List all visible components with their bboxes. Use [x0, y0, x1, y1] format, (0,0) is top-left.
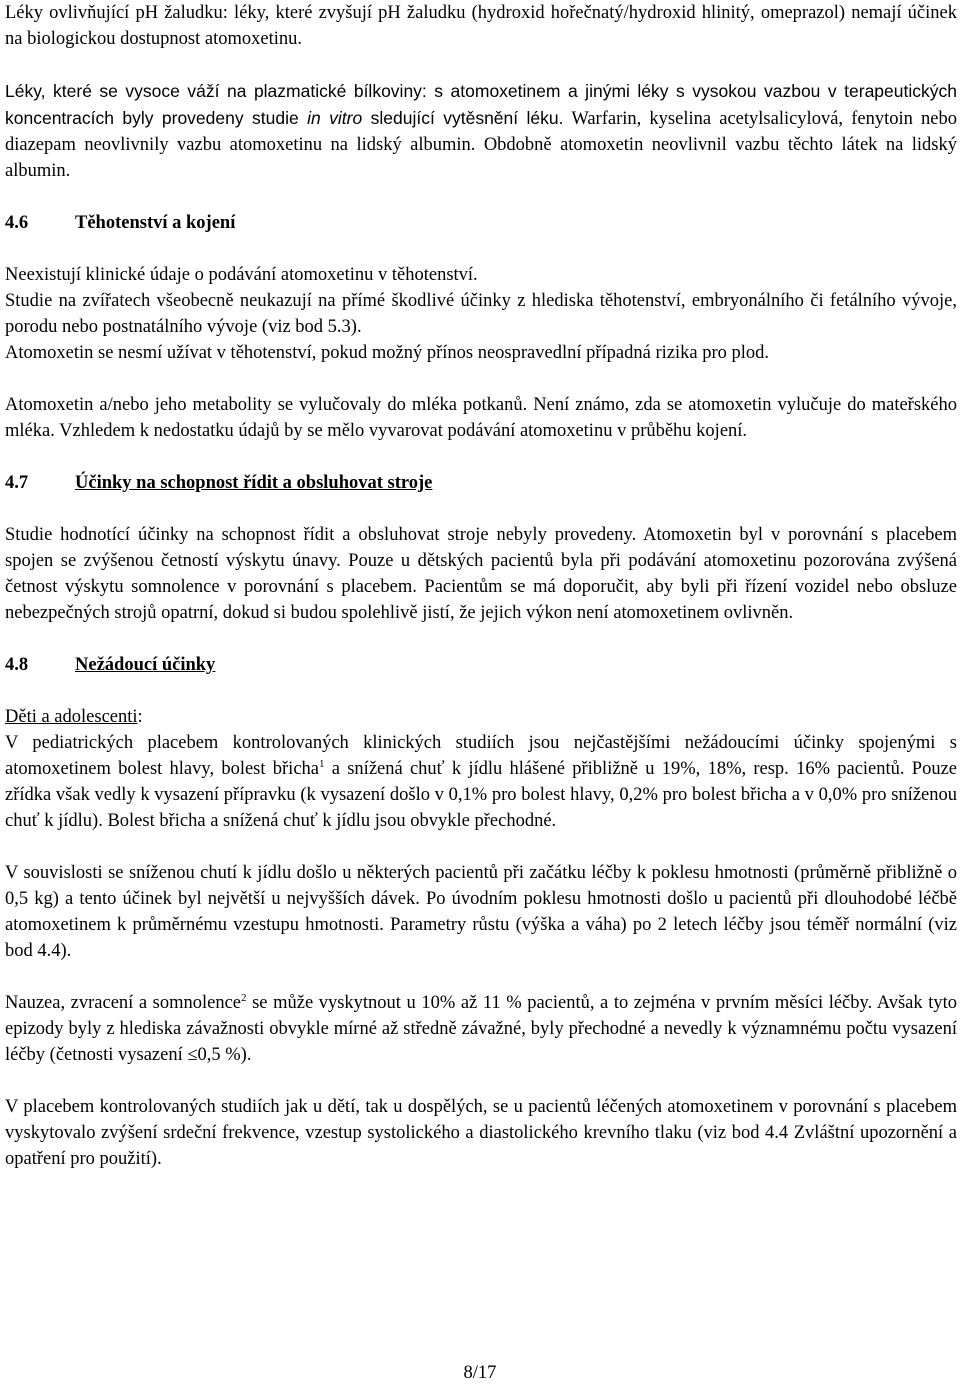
section-title: Těhotenství a kojení [75, 213, 236, 233]
pregnancy-para-3: Atomoxetin se nesmí užívat v těhotenství, pokud možný přínos neospravedlní případná rizika pro plod. [5, 343, 770, 363]
para-ph-interaction: Léky ovlivňující pH žaludku: léky, které zvyšují pH žaludku (hydroxid hořečnatý/hydroxid hlinitý, omeprazol) nemají účinek na biologickou dostupnost atomoxetinu. [5, 3, 957, 49]
adverse-para-1: V pediatrických placebem kontrolovaných klinických studiích jsou nejčastějšími nežádoucími účinky spojenými s atomoxetinem bolest hlavy, bolest břicha$^1$ a snížená chuť k jídlu hlášené přibližně u 19%, 18%, resp. 16% pacientů. Pouze zřídka však vedly k vysazení přípravku (k vysazení došlo v 0,1% pro bolest hlavy, 0,2% pro bolest břicha a v 0,0% pro sníženou chuť k jídlu). Bolest břicha a snížená chuť k jídlu jsou obvykle přechodné. [5, 733, 957, 831]
in-vitro-italic: in vitro [307, 108, 363, 128]
subheading-children: Děti a adolescenti: [5, 707, 143, 727]
footnote-ref-2: 2 [241, 992, 247, 1004]
adverse-para-2: V souvislosti se sníženou chutí k jídlu došlo u některých pacientů při začátku léčby k poklesu hmotnosti (průměrně přibližně o 0,5 kg) a tento účinek byl největší u nejvyšších dávek. Po úvodním poklesu hmotnosti došlo u pacientů při dlouhodobé léčbě atomoxetinem k průměrnému vzestupu hmotnosti. Parametry růstu (výška a váha) po 2 letech léčby jsou téměř normální (viz bod 4.4). [5, 863, 957, 961]
section-title: Účinky na schopnost řídit a obsluhovat stroje [75, 473, 433, 493]
driving-para: Studie hodnotící účinky na schopnost řídit a obsluhovat stroje nebyly provedeny. Atomoxetin byl v porovnání s placebem spojen se zvýšenou četností výskytu únavy. Pouze u dětských pacientů byla při podávání atomoxetinu pozorována zvýšená četnost výskytu somnolence v porovnání s placebem. Pacientům se má doporučit, aby byli při řízení vozidel nebo obsluze nebezpečných strojů opatrní, dokud si budou spolehlivě jistí, že jejich výkon není atomoxetinem ovlivněn. [5, 525, 957, 623]
para-protein-binding [5, 78, 957, 184]
pregnancy-para-2: Studie na zvířatech všeobecně neukazují na přímé škodlivé účinky z hlediska těhotenství, embryonálního či fetálního vývoje, porodu nebo postnatálního vývoje (viz bod 5.3). [5, 291, 957, 337]
adverse-para-4: V placebem kontrolovaných studiích jak u dětí, tak u dospělých, se u pacientů léčených atomoxetinem v porovnání s placebem vyskytovalo zvýšení srdeční frekvence, vzestup systolického a diastolického krevního tlaku (viz bod 4.4 Zvláštní upozornění a opatření pro použití). [5, 1097, 957, 1169]
section-title: Nežádoucí účinky [75, 655, 216, 675]
section-number: 4.8 [5, 655, 29, 675]
protein-binding-rest: Warfarin, kyselina acetylsalicylová, fenytoin nebo diazepam neovlivnily vazbu atomoxetinu na lidský albumin. Obdobně atomoxetin neovlivnil vazbu těchto látek na lidský albumin. [5, 109, 957, 181]
section-4-6-heading [5, 210, 957, 236]
section-4-8-heading [5, 652, 957, 678]
page-number: 8/17 [463, 1363, 497, 1383]
footnote-ref-1: 1 [319, 758, 325, 770]
adverse-para-3: Nauzea, zvracení a somnolence$^2$ se může vyskytnout u 10% až 11 % pacientů, a to zejména v prvním měsíci léčby. Avšak tyto epizody byly z hlediska závažnosti obvykle mírné až středně závažné, byly přechodné a nevedly k významnému počtu vysazení léčby (četnosti vysazení ≤0,5 %). [5, 992, 957, 1065]
section-number: 4.7 [5, 473, 29, 493]
document-page [5, 0, 957, 1172]
lactation-para: Atomoxetin a/nebo jeho metabolity se vylučovaly do mléka potkanů. Není známo, zda se atomoxetin vylučuje do mateřského mléka. Vzhledem k nedostatku údajů by se mělo vyvarovat podávání atomoxetinu v průběhu kojení. [5, 395, 957, 441]
protein-binding-sans-text: Léky, které se vysoce váží na plazmatické bílkoviny: s atomoxetinem a jinými léky s vysokou vazbou v terapeutických koncentracích byly provedeny studie in vitro sledující vytěsnění léku. [5, 81, 957, 128]
pregnancy-para-1: Neexistují klinické údaje o podávání atomoxetinu v těhotenství. [5, 265, 478, 285]
section-4-7-heading [5, 470, 957, 496]
section-number: 4.6 [5, 213, 29, 233]
